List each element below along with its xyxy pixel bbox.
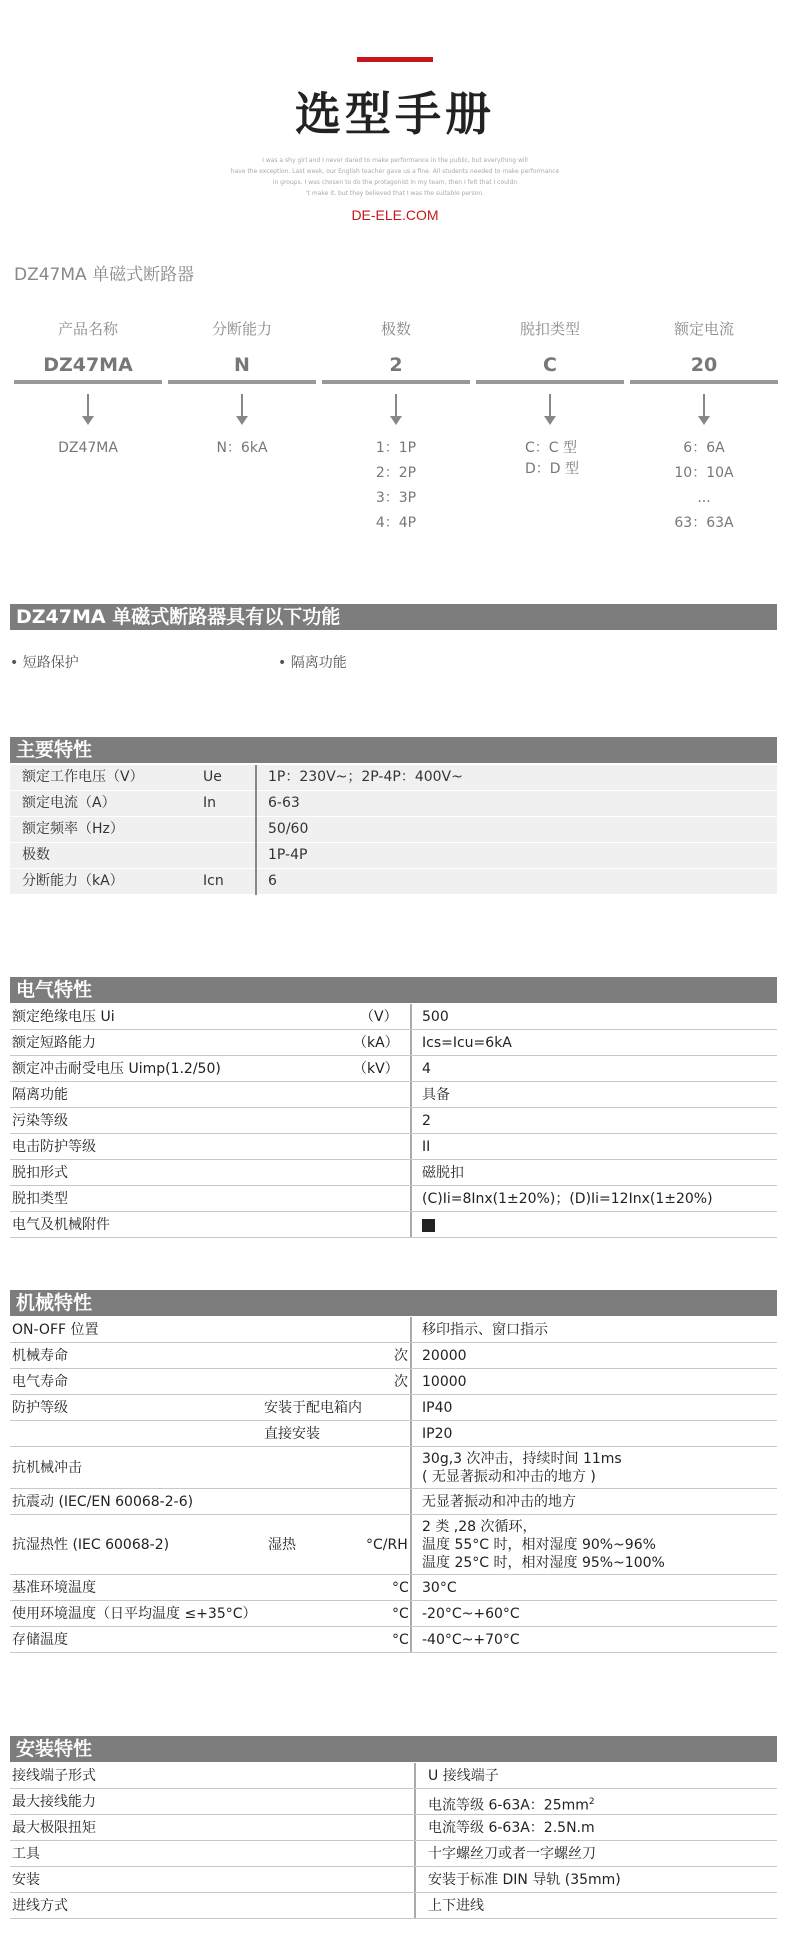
feature-symbol: In: [203, 795, 217, 811]
model-option: 10：10A: [674, 465, 734, 481]
model-bar: [630, 380, 778, 384]
column-divider: [255, 765, 257, 895]
spec-value: 10000: [422, 1374, 467, 1390]
model-options: [14, 436, 162, 461]
table-row: [10, 869, 777, 894]
spec-value: IP40: [422, 1400, 453, 1416]
spec-value: 无显著振动和冲击的地方: [422, 1494, 576, 1510]
spec-value: -20°C~+60°C: [422, 1606, 520, 1622]
spec-name: 进线方式: [12, 1898, 68, 1914]
superscript: 2: [588, 1797, 595, 1807]
table-row: [10, 817, 777, 842]
spec-value-multiline: [422, 1518, 665, 1572]
tagline-line: I was a shy girl and I never dared to make performance in the public, but everything will: [262, 157, 528, 164]
table-row: [10, 1893, 777, 1919]
model-option: 4：4P: [375, 515, 417, 531]
model-label: 分断能力: [211, 320, 272, 338]
spec-name: 最大极限扭矩: [12, 1820, 96, 1836]
feature-name: 额定频率（Hz）: [22, 821, 124, 837]
table-row: [10, 1160, 777, 1186]
spec-name: 抗震动 (IEC/EN 60068-2-6): [12, 1494, 194, 1510]
table-row: [10, 843, 777, 868]
spec-name: 电气及机械附件: [12, 1217, 110, 1233]
spec-value-line: 2 类 ,28 次循环，: [422, 1519, 537, 1535]
model-options: [322, 436, 470, 536]
accessory-square-icon: [422, 1212, 435, 1238]
feature-value: 50/60: [268, 821, 309, 837]
spec-name: 工具: [12, 1846, 40, 1862]
table-row: [10, 1030, 777, 1056]
model-options: [168, 436, 316, 461]
spec-value-line: ( 无显著振动和冲击的地方 ): [422, 1469, 596, 1485]
model-code: N: [234, 354, 250, 376]
spec-name: 电击防护等级: [12, 1139, 96, 1155]
table-row: [10, 1369, 777, 1395]
spec-value-line: 30g,3 次冲击，持续时间 11ms: [422, 1451, 622, 1467]
model-option: 2：2P: [375, 465, 417, 481]
spec-value: (C)Ii=8Inx(1±20%)；(D)Ii=12Inx(1±20%): [422, 1191, 713, 1207]
function-item: • 隔离功能: [278, 655, 347, 671]
mechanical-table: [10, 1317, 777, 1653]
table-row: [10, 791, 777, 816]
table-row: [10, 1056, 777, 1082]
spec-name: 抗机械冲击: [12, 1460, 82, 1476]
model-label: 脱扣类型: [519, 320, 580, 338]
model-bar: [476, 380, 624, 384]
spec-unit: 次: [394, 1348, 408, 1364]
feature-value: 6-63: [268, 795, 300, 811]
page-title: 选型手册: [295, 87, 495, 141]
model-column-trip: [476, 318, 624, 480]
table-row: [10, 1082, 777, 1108]
spec-value-multiline: [422, 1450, 622, 1486]
model-column-breaking: [168, 318, 316, 461]
table-row: [10, 1212, 777, 1238]
tagline: [220, 155, 570, 199]
table-row: [10, 1627, 777, 1653]
main-features-section-header: 主要特性: [10, 737, 777, 763]
model-label: 额定电流: [673, 320, 734, 338]
table-row: [10, 1108, 777, 1134]
table-row: [10, 1447, 777, 1489]
table-row: [10, 1343, 777, 1369]
model-code: DZ47MA: [43, 354, 133, 376]
spec-value: II: [422, 1139, 431, 1155]
spec-name: 额定短路能力: [12, 1035, 96, 1051]
table-row: [10, 1421, 777, 1447]
spec-value: 20000: [422, 1348, 467, 1364]
feature-name: 分断能力（kA）: [22, 873, 124, 889]
table-row: [10, 1867, 777, 1893]
spec-name: 机械寿命: [12, 1348, 68, 1364]
spec-value: 电流等级 6-63A：2.5N.m: [428, 1820, 595, 1836]
product-name: DZ47MA 单磁式断路器: [14, 265, 195, 285]
model-option: 63：63A: [674, 515, 734, 531]
table-row: [10, 1004, 777, 1030]
spec-unit: °C: [392, 1606, 409, 1622]
spec-unit: （kA）: [353, 1035, 399, 1051]
tagline-line: 't make it, but they believed that I was the suitable person.: [305, 190, 485, 197]
table-row: [10, 1841, 777, 1867]
spec-name: 隔离功能: [12, 1087, 68, 1103]
electrical-section-header: 电气特性: [10, 977, 777, 1003]
spec-name: 基准环境温度: [12, 1580, 96, 1596]
spec-name: 抗湿热性 (IEC 60068-2): [12, 1537, 170, 1553]
spec-value: -40°C~+70°C: [422, 1632, 520, 1648]
model-bar: [14, 380, 162, 384]
feature-name: 极数: [22, 847, 50, 863]
table-row: [10, 1489, 777, 1515]
model-column-product: [14, 318, 162, 461]
spec-name: 电气寿命: [12, 1374, 68, 1390]
feature-value: 1P-4P: [268, 847, 308, 863]
model-option: 6：6A: [683, 440, 725, 456]
spec-sub: 湿热: [268, 1537, 296, 1553]
spec-name: 安装: [12, 1872, 40, 1888]
table-row: [10, 765, 777, 790]
spec-name: 污染等级: [12, 1113, 68, 1129]
model-options: [630, 436, 778, 536]
spec-unit: °C: [392, 1580, 409, 1596]
spec-value: 500: [422, 1009, 449, 1025]
title-accent-bar: [357, 57, 433, 62]
model-selection: [14, 318, 784, 548]
table-row: [10, 1789, 777, 1815]
model-options: [476, 438, 624, 480]
table-row: [10, 1395, 777, 1421]
tagline-line: in groups. I was chosen to do the protagonist in my team, then I felt that I couldn: [272, 179, 518, 186]
spec-value: 磁脱扣: [422, 1165, 464, 1181]
spec-value: Ics=Icu=6kA: [422, 1035, 512, 1051]
feature-symbol: Ue: [203, 769, 222, 785]
main-features-table: [10, 765, 777, 895]
model-code: 20: [690, 354, 718, 376]
spec-value: U 接线端子: [428, 1768, 499, 1784]
spec-value: 具备: [422, 1087, 450, 1103]
spec-unit: （kV）: [353, 1061, 399, 1077]
spec-value: IP20: [422, 1426, 453, 1442]
model-option: C：C 型: [525, 440, 578, 456]
arrow-down-icon: [14, 392, 162, 428]
function-item: • 短路保护: [10, 655, 79, 671]
arrow-down-icon: [322, 392, 470, 428]
model-bar: [322, 380, 470, 384]
model-code: 2: [389, 354, 403, 376]
spec-unit: °C: [392, 1632, 409, 1648]
feature-value: 6: [268, 873, 277, 889]
spec-name: ON-OFF 位置: [12, 1322, 99, 1338]
model-option: 1：1P: [375, 440, 417, 456]
spec-name: 使用环境温度（日平均温度 ≤+35°C）: [12, 1606, 257, 1622]
spec-name: 接线端子形式: [12, 1768, 96, 1784]
model-label: 产品名称: [57, 320, 118, 338]
model-code: C: [543, 354, 557, 376]
spec-name: 最大接线能力: [12, 1794, 96, 1810]
installation-section-header: 安装特性: [10, 1736, 777, 1762]
model-option: ...: [697, 490, 711, 506]
spec-value: 4: [422, 1061, 431, 1077]
model-option: DZ47MA: [58, 440, 118, 456]
model-option: D：D 型: [525, 461, 580, 477]
spec-name: 额定绝缘电压 Ui: [12, 1009, 115, 1025]
model-label: 极数: [380, 320, 411, 338]
spec-value-text: 电流等级 6-63A：25mm: [428, 1797, 589, 1814]
spec-value: 2: [422, 1113, 431, 1129]
installation-table: [10, 1763, 777, 1919]
feature-name: 额定电流（A）: [22, 795, 116, 811]
model-column-current: [630, 318, 778, 536]
spec-value-line: 温度 55°C 时，相对湿度 90%~96%: [422, 1537, 656, 1553]
table-row: [10, 1134, 777, 1160]
model-option: 3：3P: [375, 490, 417, 506]
feature-symbol: Icn: [203, 873, 224, 889]
spec-name: 脱扣类型: [12, 1191, 68, 1207]
table-row: [10, 1815, 777, 1841]
spec-unit: °C/RH: [366, 1537, 408, 1553]
spec-sub: 安装于配电箱内: [264, 1400, 362, 1416]
arrow-down-icon: [476, 392, 624, 428]
functions-section-header: DZ47MA 单磁式断路器具有以下功能: [10, 604, 777, 630]
spec-name: 额定冲击耐受电压 Uimp(1.2/50): [12, 1061, 221, 1077]
spec-value: 十字螺丝刀或者一字螺丝刀: [428, 1846, 596, 1862]
table-row: [10, 1317, 777, 1343]
arrow-down-icon: [630, 392, 778, 428]
spec-sub: 直接安装: [264, 1426, 320, 1442]
spec-unit: 次: [394, 1374, 408, 1390]
mechanical-section-header: 机械特性: [10, 1290, 777, 1316]
spec-name: 脱扣形式: [12, 1165, 68, 1181]
model-column-poles: [322, 318, 470, 536]
table-row: [10, 1763, 777, 1789]
table-row: [10, 1186, 777, 1212]
arrow-down-icon: [168, 392, 316, 428]
site-link[interactable]: DE-ELE.COM: [351, 207, 439, 223]
tagline-line: have the exception. Last week, our English teacher gave us a fine. All students needed to make performance: [230, 168, 560, 175]
spec-value: 移印指示、窗口指示: [422, 1322, 548, 1338]
electrical-table: [10, 1004, 777, 1238]
table-row: [10, 1575, 777, 1601]
spec-unit: （V）: [360, 1009, 398, 1025]
feature-value: 1P：230V~；2P-4P：400V~: [268, 769, 463, 785]
feature-name: 额定工作电压（V）: [22, 769, 144, 785]
model-bar: [168, 380, 316, 384]
spec-value: 上下进线: [428, 1898, 484, 1914]
spec-value: 30°C: [422, 1580, 457, 1596]
table-row: [10, 1515, 777, 1575]
spec-name: 防护等级: [12, 1400, 68, 1416]
spec-value: 安装于标准 DIN 导轨 (35mm): [428, 1872, 621, 1888]
table-row: [10, 1601, 777, 1627]
spec-value-line: 温度 25°C 时，相对湿度 95%~100%: [422, 1555, 665, 1571]
model-option: N：6kA: [216, 440, 268, 456]
spec-name: 存储温度: [12, 1632, 68, 1648]
